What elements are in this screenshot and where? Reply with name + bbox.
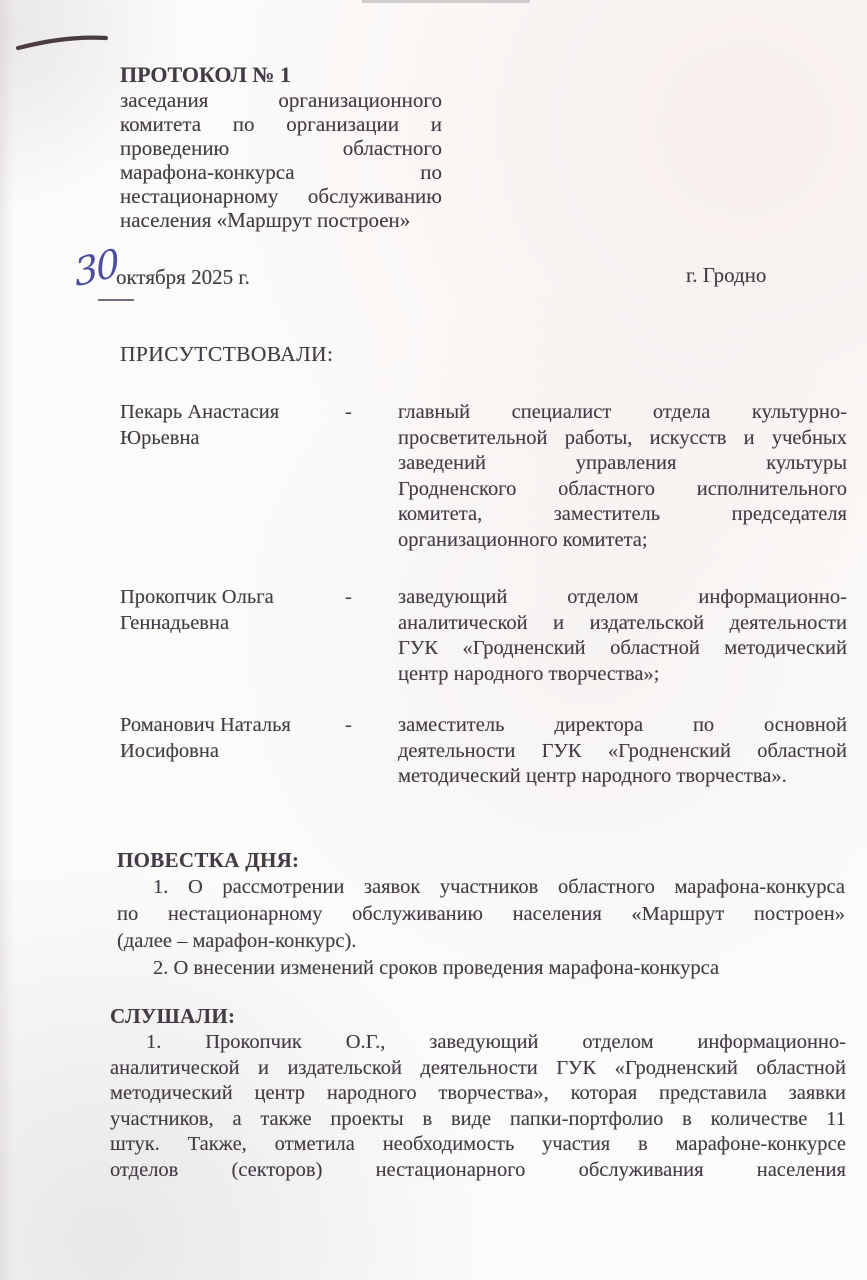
attendee-name: Пекарь Анастасия Юрьевна (120, 401, 280, 449)
handwritten-day: 30 (72, 240, 121, 296)
attendee-role (398, 713, 847, 790)
attendee-name: Прокопчик Ольга Геннадьевна (120, 586, 274, 634)
document-city: г. Гродно (686, 263, 767, 287)
text-line: ГУК «Гродненский областной методический (398, 637, 847, 659)
document-title: ПРОТОКОЛ № 1 (120, 62, 291, 87)
text-line: методический центр народного творчества». (398, 765, 787, 787)
document-subtitle (120, 88, 442, 232)
text-line: проведению областного (120, 136, 442, 160)
scanner-edge-artifact (362, 0, 530, 3)
attendee-role (398, 585, 847, 687)
text-line: 1. Прокопчик О.Г., заведующий отделом информационно- (146, 1031, 846, 1053)
agenda-item-2 (117, 955, 845, 982)
attendee-role (398, 400, 847, 553)
text-line: деятельности ГУК «Гродненский областной (398, 739, 847, 762)
title-block (120, 62, 442, 232)
attendee-row (120, 585, 847, 687)
date-blank-underline (98, 299, 134, 301)
text-line: по нестационарному обслуживанию населения «Маршрут построен» (117, 903, 845, 925)
document-date: октября 2025 г. (116, 265, 250, 289)
text-line: заседания организационного (120, 88, 442, 112)
pen-stroke-mark (14, 33, 114, 53)
text-line: марафона-конкурса по (120, 160, 442, 184)
attendees-heading: ПРИСУТСТВОВАЛИ: (120, 342, 334, 366)
text-line: отделов (секторов) нестационарного обслуживания населения (110, 1158, 846, 1181)
text-line: методический центр народного творчества», которая представила заявки (110, 1082, 846, 1104)
text-line: комитета по организации и (120, 112, 442, 136)
separator-dash: - (345, 401, 352, 423)
text-line: комитета, заместитель председателя (398, 503, 847, 525)
text-line: заведующий отделом информационно- (398, 586, 847, 608)
text-line: организационного комитета; (398, 528, 648, 551)
text-line: 1. О рассмотрении заявок участников областного марафона-конкурса (153, 876, 845, 898)
text-line: аналитической и издательской деятельности ГУК «Гродненский областной (110, 1056, 846, 1079)
text-line: (далее – марафон-конкурс). (117, 930, 357, 952)
text-line: нестационарному обслуживанию (120, 184, 442, 208)
heard-heading: СЛУШАЛИ: (110, 1004, 236, 1028)
separator-dash: - (345, 714, 352, 736)
attendee-row (120, 400, 847, 553)
text-line: главный специалист отдела культурно- (398, 401, 847, 423)
text-line: участников, а также проекты в виде папки-портфолио в количестве 11 (110, 1107, 846, 1130)
text-line: просветительной работы, искусств и учебных (398, 426, 847, 449)
attendee-row (120, 713, 847, 790)
text-line: заведений управления культуры (398, 452, 847, 474)
text-line: Гродненского областного исполнительного (398, 477, 847, 500)
agenda-heading: ПОВЕСТКА ДНЯ: (117, 848, 300, 872)
heard-section (110, 1002, 846, 1183)
text-line: центр народного творчества»; (398, 662, 660, 685)
attendee-name: Романович Наталья Иосифовна (120, 714, 291, 762)
text-line: аналитической и издательской деятельности (398, 611, 847, 634)
text-line: населения «Маршрут построен» (120, 208, 411, 232)
agenda-item-1 (117, 874, 845, 955)
agenda-section (117, 846, 845, 982)
text-line: заместитель директора по основной (398, 714, 847, 736)
text-line: 2. О внесении изменений сроков проведения марафона-конкурса (153, 957, 720, 979)
heard-paragraph (110, 1030, 846, 1183)
separator-dash: - (345, 586, 352, 608)
text-line: штук. Также, отметила необходимость участия в марафоне-конкурсе (110, 1133, 846, 1155)
